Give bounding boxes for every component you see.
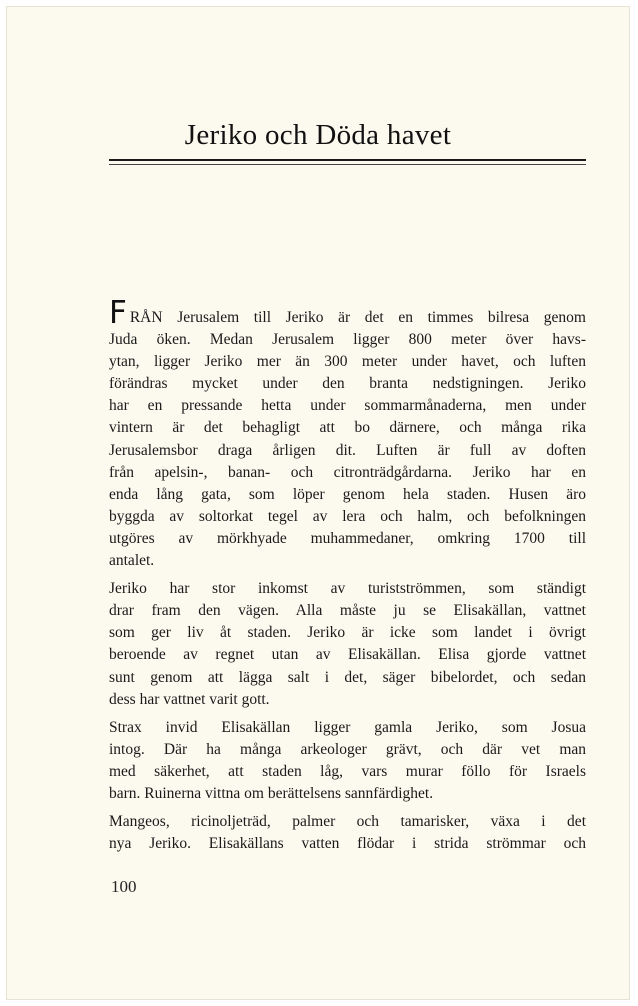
text-line: vintern är det behagligt att bo därnere, och många rika (109, 419, 586, 437)
text-line: förändras mycket under den branta nedstigningen. Jeriko (109, 375, 586, 393)
text-line: enda lång gata, som löper genom hela staden. Husen äro (109, 485, 586, 503)
text-line: med säkerhet, att staden låg, vars murar föllo för Israels (109, 762, 586, 780)
text-line: drar fram den vägen. Alla måste ju se Elisakällan, vattnet (109, 602, 586, 620)
text-line: intog. Där ha många arkeologer grävt, och där vet man (109, 740, 586, 758)
text-line: sunt genom att lägga salt i det, säger bibelordet, och sedan (109, 668, 586, 686)
text-line: dess har vattnet varit gott. (109, 690, 270, 708)
text-line: nya Jeriko. Elisakällans vatten flödar i strida strömmar och (109, 835, 586, 853)
drop-cap: F (109, 295, 127, 331)
title-rule-thick (109, 159, 586, 161)
page-number: 100 (111, 877, 137, 896)
paragraph-2 (109, 578, 586, 711)
text-line: Jeriko har stor inkomst av turistströmmen, som ständigt (109, 580, 586, 598)
text-line: Juda öken. Medan Jerusalem ligger 800 meter över havs- (109, 331, 586, 349)
text-line: barn. Ruinerna vittna om berättelsens sannfärdighet. (109, 784, 434, 802)
paragraph-3 (109, 717, 586, 805)
text-line: utgöres av mörkhyade muhammedaner, omkring 1700 till (109, 529, 586, 547)
text-line: Mangeos, ricinoljeträd, palmer och tamarisker, växa i det (109, 813, 586, 831)
paragraph-1 (109, 295, 586, 572)
text-line: från apelsin-, banan- och citronträdgårdarna. Jeriko har en (109, 463, 586, 481)
page-title: Jeriko och Döda havet (184, 119, 452, 151)
book-page (7, 7, 629, 999)
title-rule-thin (109, 164, 586, 165)
paragraph-4 (109, 811, 586, 855)
text-line: Jerusalemsbor draga årligen dit. Luften är full av doften (109, 441, 586, 459)
text-line: ytan, ligger Jeriko mer än 300 meter under havet, och luften (109, 353, 586, 371)
text-line: FRÅN Jerusalem till Jeriko är det en timmes bilresa genom (109, 295, 586, 331)
text-line: byggda av soltorkat tegel av lera och halm, och befolkningen (109, 507, 586, 525)
text-line: som ger liv åt staden. Jeriko är icke som landet i övrigt (109, 624, 586, 642)
text-line: antalet. (109, 552, 155, 570)
text-line: har en pressande hetta under sommarmånaderna, men under (109, 397, 586, 415)
text-line: beroende av regnet utan av Elisakällan. Elisa gjorde vattnet (109, 646, 586, 664)
body-text (109, 295, 586, 855)
text-line: Strax invid Elisakällan ligger gamla Jeriko, som Josua (109, 718, 586, 736)
